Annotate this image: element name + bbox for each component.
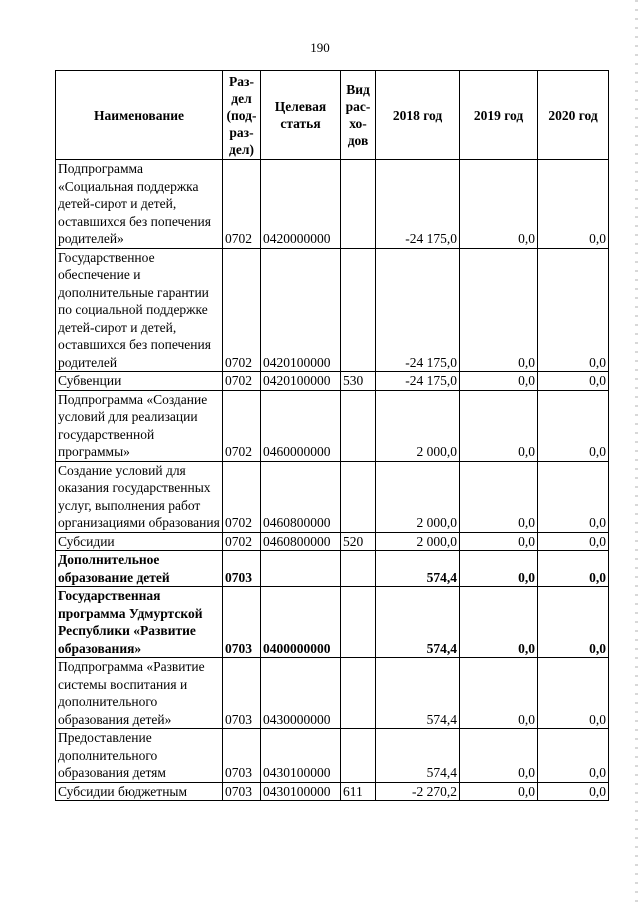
row-2019: 0,0 <box>460 532 538 551</box>
row-section: 0703 <box>223 729 261 783</box>
table-row <box>56 551 609 587</box>
row-section: 0703 <box>223 782 261 801</box>
row-section: 0702 <box>223 248 261 372</box>
row-2019: 0,0 <box>460 372 538 391</box>
row-expense <box>341 390 376 461</box>
row-2020: 0,0 <box>538 248 609 372</box>
row-2020: 0,0 <box>538 729 609 783</box>
header-expense: Вид рас-хо-дов <box>341 71 376 160</box>
row-section: 0702 <box>223 532 261 551</box>
row-2020: 0,0 <box>538 532 609 551</box>
row-expense <box>341 461 376 532</box>
row-2018: 2 000,0 <box>376 532 460 551</box>
row-2019: 0,0 <box>460 461 538 532</box>
header-name: Наименование <box>56 71 223 160</box>
row-2019: 0,0 <box>460 658 538 729</box>
row-2018: 2 000,0 <box>376 390 460 461</box>
table-row <box>56 587 609 658</box>
row-2019: 0,0 <box>460 729 538 783</box>
table-row <box>56 532 609 551</box>
row-expense: 530 <box>341 372 376 391</box>
row-name: Субсидии <box>56 532 223 551</box>
row-2018: -2 270,2 <box>376 782 460 801</box>
header-2020: 2020 год <box>538 71 609 160</box>
table-row <box>56 782 609 801</box>
row-2018: 574,4 <box>376 729 460 783</box>
header-2018: 2018 год <box>376 71 460 160</box>
row-target: 0460000000 <box>261 390 341 461</box>
row-target: 0420100000 <box>261 372 341 391</box>
table-row <box>56 160 609 249</box>
row-expense: 611 <box>341 782 376 801</box>
row-2020: 0,0 <box>538 782 609 801</box>
budget-table <box>55 70 609 801</box>
row-expense <box>341 587 376 658</box>
page-edge-marks <box>635 0 638 905</box>
row-2018: -24 175,0 <box>376 372 460 391</box>
row-section: 0702 <box>223 461 261 532</box>
row-expense <box>341 658 376 729</box>
row-target: 0460800000 <box>261 532 341 551</box>
row-name: Подпрограмма «Создание условий для реализации государственной программы» <box>56 390 223 461</box>
row-section: 0703 <box>223 587 261 658</box>
table-row <box>56 729 609 783</box>
row-target: 0430100000 <box>261 782 341 801</box>
row-2020: 0,0 <box>538 551 609 587</box>
row-2018: 574,4 <box>376 551 460 587</box>
row-name: Субсидии бюджетным <box>56 782 223 801</box>
row-expense <box>341 729 376 783</box>
row-name: Подпрограмма «Развитие системы воспитания и дополнительного образования детей» <box>56 658 223 729</box>
page-number: 190 <box>310 40 330 55</box>
row-2019: 0,0 <box>460 782 538 801</box>
row-name: Создание условий для оказания государственных услуг, выполнения работ организациями образования <box>56 461 223 532</box>
row-2019: 0,0 <box>460 587 538 658</box>
header-2019: 2019 год <box>460 71 538 160</box>
table-row <box>56 372 609 391</box>
row-2019: 0,0 <box>460 248 538 372</box>
row-target: 0420100000 <box>261 248 341 372</box>
row-2018: -24 175,0 <box>376 248 460 372</box>
row-2020: 0,0 <box>538 160 609 249</box>
row-2020: 0,0 <box>538 461 609 532</box>
row-2019: 0,0 <box>460 160 538 249</box>
table-row <box>56 390 609 461</box>
row-2019: 0,0 <box>460 390 538 461</box>
row-target: 0460800000 <box>261 461 341 532</box>
row-expense <box>341 551 376 587</box>
row-section: 0703 <box>223 658 261 729</box>
table-row <box>56 461 609 532</box>
row-2018: -24 175,0 <box>376 160 460 249</box>
row-2020: 0,0 <box>538 658 609 729</box>
table-row <box>56 658 609 729</box>
row-name: Дополнительное образование детей <box>56 551 223 587</box>
row-name: Подпрограмма «Социальная поддержка детей-сирот и детей, оставшихся без попечения родителей» <box>56 160 223 249</box>
row-expense <box>341 160 376 249</box>
row-2020: 0,0 <box>538 390 609 461</box>
row-section: 0702 <box>223 390 261 461</box>
row-target: 0420000000 <box>261 160 341 249</box>
row-2020: 0,0 <box>538 372 609 391</box>
row-2018: 574,4 <box>376 587 460 658</box>
row-name: Субвенции <box>56 372 223 391</box>
row-expense <box>341 248 376 372</box>
row-target: 0430000000 <box>261 658 341 729</box>
table-row <box>56 248 609 372</box>
header-target: Целевая статья <box>261 71 341 160</box>
row-2018: 2 000,0 <box>376 461 460 532</box>
row-section: 0702 <box>223 160 261 249</box>
row-name: Государственное обеспечение и дополнительные гарантии по социальной поддержке детей-сирот и детей, оставшихся без попечения родителей <box>56 248 223 372</box>
row-2019: 0,0 <box>460 551 538 587</box>
row-2020: 0,0 <box>538 587 609 658</box>
row-target: 0400000000 <box>261 587 341 658</box>
header-section: Раз-дел (под-раз-дел) <box>223 71 261 160</box>
row-section: 0703 <box>223 551 261 587</box>
row-name: Государственная программа Удмуртской Республики «Развитие образования» <box>56 587 223 658</box>
row-target: 0430100000 <box>261 729 341 783</box>
row-expense: 520 <box>341 532 376 551</box>
row-2018: 574,4 <box>376 658 460 729</box>
row-section: 0702 <box>223 372 261 391</box>
row-name: Предоставление дополнительного образования детям <box>56 729 223 783</box>
header-row <box>56 71 609 160</box>
row-target <box>261 551 341 587</box>
